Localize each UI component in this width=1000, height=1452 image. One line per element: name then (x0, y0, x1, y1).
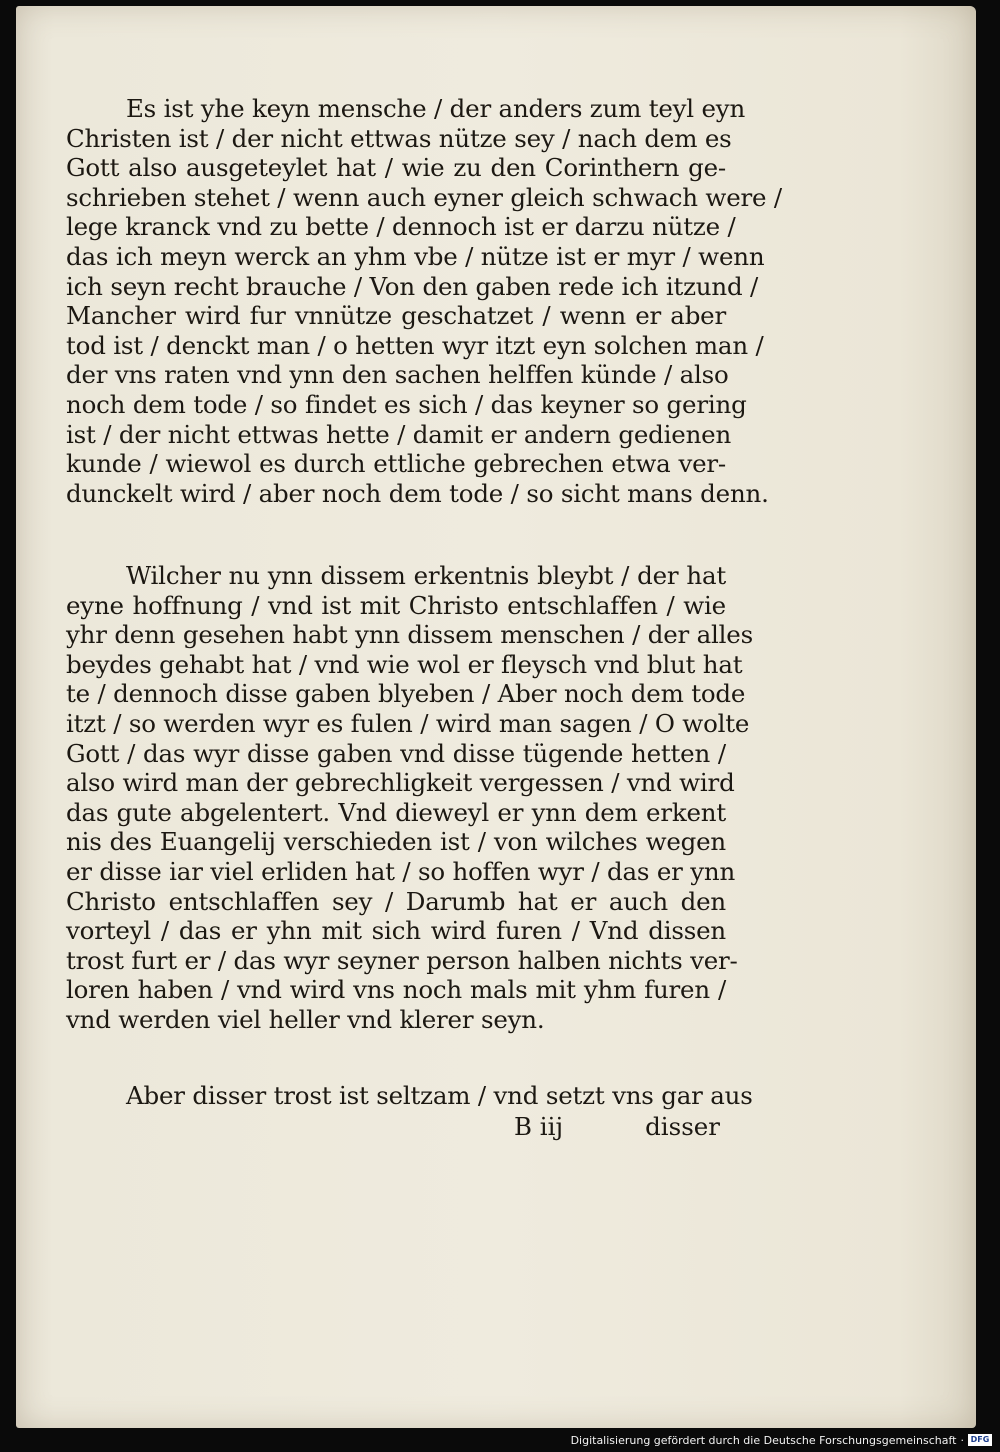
text-line: der vns raten vnd ynn den sachen helffen künde / also (66, 360, 729, 390)
credit-text: Digitalisierung gefördert durch die Deutsche Forschungsgemeinschaft (570, 1433, 957, 1447)
book-page (16, 6, 976, 1428)
paragraph-2 (66, 561, 753, 1035)
text-line: er disse iar viel erliden hat / so hoffen wyr / das er ynn (66, 856, 736, 886)
text-line: Christen ist / der nicht ettwas nütze sey / nach dem es (66, 123, 732, 153)
paragraph-3 (66, 1081, 753, 1111)
text-line: ist / der nicht ettwas hette / damit er andern gedienen (66, 419, 732, 449)
text-line: eyne hoffnung / vnd ist mit Christo entschlaffen / wie (66, 590, 726, 620)
text-line: trost furt er / das wyr seyner person halben nichts ver- (66, 945, 738, 975)
text-line: dunckelt wird / aber noch dem tode / so sicht mans denn. (66, 478, 769, 508)
text-line: ich seyn recht brauche / Von den gaben rede ich itzund / (66, 271, 759, 301)
dfg-logo-icon: DFG (968, 1434, 992, 1446)
credit-separator: · (960, 1433, 964, 1447)
text-line: Wilcher nu ynn dissem erkentnis bleybt / der hat (126, 561, 726, 590)
text-line: das ich meyn werck an yhm vbe / nütze ist er myr / wenn (66, 241, 765, 271)
text-line: Aber disser trost ist seltzam / vnd setzt vns gar aus (126, 1081, 753, 1110)
text-line: te / dennoch disse gaben blyeben / Aber noch dem tode (66, 679, 746, 709)
text-line: also wird man der gebrechligkeit vergessen / vnd wird (66, 768, 735, 798)
text-line: lege kranck vnd zu bette / dennoch ist er darzu nütze / (66, 212, 736, 242)
text-line: das gute abgelentert. Vnd dieweyl er ynn dem erkent (66, 797, 726, 827)
text-line: Christo entschlaffen sey / Darumb hat er auch den (66, 886, 726, 916)
catchword: disser (645, 1112, 720, 1141)
text-line: schrieben stehet / wenn auch eyner gleich schwach were / (66, 182, 782, 212)
text-line: beydes gehabt hat / vnd wie wol er fleysch vnd blut hat (66, 649, 743, 679)
text-line: vnd werden viel heller vnd klerer seyn. (66, 1004, 545, 1034)
text-line: loren haben / vnd wird vns noch mals mit yhm furen / (66, 975, 726, 1005)
text-line: tod ist / denckt man / o hetten wyr itzt eyn solchen man / (66, 330, 764, 360)
text-line: Mancher wird fur vnnütze geschatzet / wenn er aber (66, 301, 726, 331)
text-line: itzt / so werden wyr es fulen / wird man sagen / O wolte (66, 708, 750, 738)
text-line: kunde / wiewol es durch ettliche gebrechen etwa ver- (66, 449, 726, 479)
text-line: Gott also ausgeteylet hat / wie zu den Corinthern ge- (66, 153, 726, 183)
paragraph-1 (66, 94, 782, 508)
text-line: yhr denn gesehen habt ynn dissem menschen / der alles (66, 620, 753, 650)
text-line: vorteyl / das er yhn mit sich wird furen / Vnd dissen (66, 916, 726, 946)
page-footer-line (66, 1112, 726, 1142)
text-line: noch dem tode / so findet es sich / das keyner so gering (66, 389, 747, 419)
text-line: Es ist yhe keyn mensche / der anders zum teyl eyn (126, 94, 746, 123)
text-line: Gott / das wyr disse gaben vnd disse tügende hetten / (66, 738, 726, 768)
digitization-credit (571, 1432, 992, 1448)
signature-mark: B iij (514, 1112, 564, 1141)
text-line: nis des Euangelij verschieden ist / von wilches wegen (66, 827, 726, 857)
